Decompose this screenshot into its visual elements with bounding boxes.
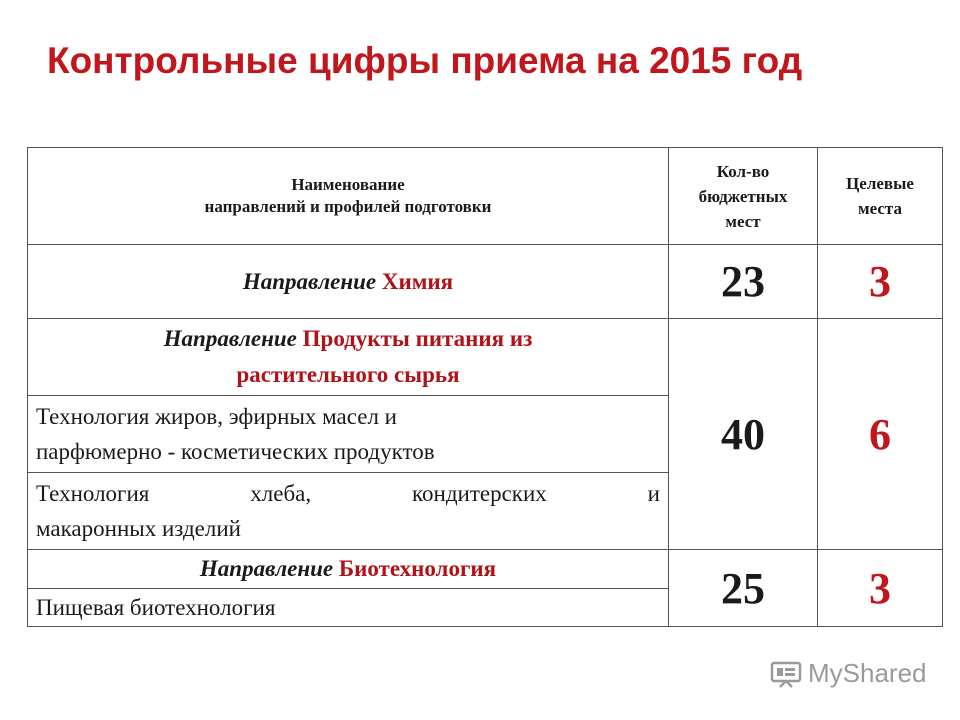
direction-prefix: Направление xyxy=(199,556,339,581)
header-target-line2: места xyxy=(858,199,902,218)
budget-seats-biotech: 25 xyxy=(669,550,818,627)
table-row-food xyxy=(28,319,943,396)
target-seats-biotech: 3 xyxy=(818,550,943,627)
header-budget xyxy=(669,148,818,245)
header-name-line1: Наименование xyxy=(291,175,405,194)
header-target-line1: Целевые xyxy=(846,174,914,193)
profile-fats-oils xyxy=(28,396,669,473)
profile-line1: Технология жиров, эфирных масел и xyxy=(36,404,397,429)
direction-prefix: Направление xyxy=(242,268,382,294)
profile-line2: макаронных изделий xyxy=(36,516,241,541)
direction-prefix: Направление xyxy=(163,326,303,351)
direction-chemistry xyxy=(28,245,669,319)
page-title: Контрольные цифры приема на 2015 год xyxy=(47,40,803,81)
target-seats-chemistry: 3 xyxy=(818,245,943,319)
watermark-text: MyShared xyxy=(808,658,927,688)
header-budget-line1: Кол-во xyxy=(716,161,770,181)
direction-name: Биотехнология xyxy=(338,556,497,581)
header-name xyxy=(28,148,669,245)
table-row-bio xyxy=(28,550,943,589)
profile-line1: Пищевая биотехнология xyxy=(36,595,276,620)
presentation-screen-icon xyxy=(770,660,802,688)
budget-seats-food: 40 xyxy=(669,319,818,550)
direction-name-line1: Продукты питания из xyxy=(302,326,533,351)
direction-biotech xyxy=(28,550,669,589)
header-budget-line3: мест xyxy=(725,211,761,231)
header-budget-line2: бюджетных xyxy=(698,186,788,206)
profile-line1: Технология хлеба, кондитерских и xyxy=(36,481,660,506)
direction-name-line2: растительного сырья xyxy=(236,362,460,387)
header-target xyxy=(818,148,943,245)
direction-name: Химия xyxy=(381,268,454,294)
header-row xyxy=(28,148,943,245)
budget-seats-chemistry: 23 xyxy=(669,245,818,319)
profile-food-biotech xyxy=(28,589,669,627)
watermark xyxy=(770,658,927,689)
table-row-chemistry xyxy=(28,245,943,319)
direction-food xyxy=(28,319,669,396)
header-name-line2: направлений и профилей подготовки xyxy=(204,197,492,216)
profile-bread-pasta xyxy=(28,473,669,550)
target-seats-food: 6 xyxy=(818,319,943,550)
profile-line2: парфюмерно - косметических продуктов xyxy=(36,439,435,464)
admission-table xyxy=(27,147,943,627)
